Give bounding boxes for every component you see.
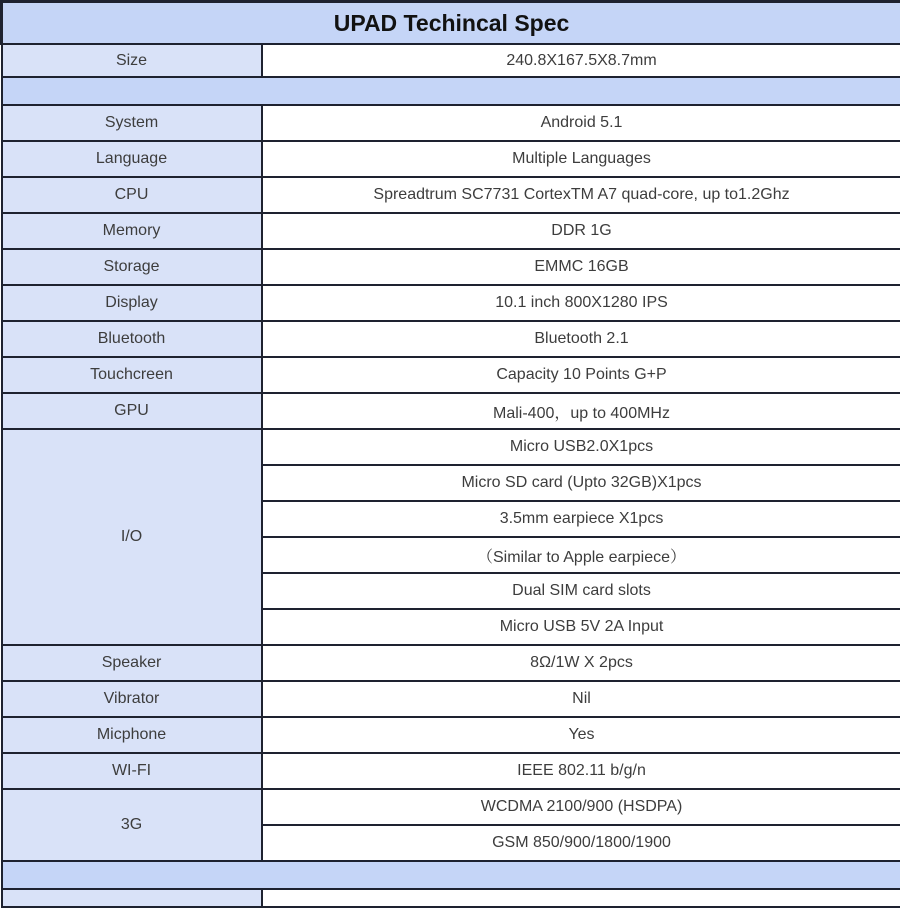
spec-value-cell: Yes xyxy=(262,717,900,753)
spec-label-cell xyxy=(2,889,262,907)
spec-value-cell: Bluetooth 2.1 xyxy=(262,321,900,357)
spec-value-cell: Micro USB 5V 2A Input xyxy=(262,609,900,645)
spec-label-cell: CPU xyxy=(2,177,262,213)
spec-value-cell: Micro SD card (Upto 32GB)X1pcs xyxy=(262,465,900,501)
table-row xyxy=(2,285,900,321)
spec-label-cell: GPU xyxy=(2,393,262,429)
table-row xyxy=(2,753,900,789)
spec-label-cell: Memory xyxy=(2,213,262,249)
spec-label-cell: I/O xyxy=(2,429,262,645)
spec-value-cell: 3.5mm earpiece X1pcs xyxy=(262,501,900,537)
table-title: UPAD Techincal Spec xyxy=(2,2,900,45)
spec-value-cell: Dual SIM card slots xyxy=(262,573,900,609)
spec-label-cell: Display xyxy=(2,285,262,321)
spec-value-cell: Capacity 10 Points G+P xyxy=(262,357,900,393)
separator-cell xyxy=(2,861,900,889)
spec-label-cell: Bluetooth xyxy=(2,321,262,357)
spec-label-cell: Size xyxy=(2,44,262,77)
spec-value-cell: IEEE 802.11 b/g/n xyxy=(262,753,900,789)
spec-value-cell: DDR 1G xyxy=(262,213,900,249)
table-row xyxy=(2,2,900,45)
table-row xyxy=(2,393,900,429)
spec-label-cell: Micphone xyxy=(2,717,262,753)
table-row xyxy=(2,321,900,357)
table-row xyxy=(2,44,900,77)
spec-value-cell: 10.1 inch 800X1280 IPS xyxy=(262,285,900,321)
spec-label-cell: 3G xyxy=(2,789,262,861)
table-row xyxy=(2,105,900,141)
partial-bottom-row xyxy=(2,889,900,907)
spec-value-cell: Micro USB2.0X1pcs xyxy=(262,429,900,465)
spec-value-cell: GSM 850/900/1800/1900 xyxy=(262,825,900,861)
table-row xyxy=(2,177,900,213)
spec-value-cell: Spreadtrum SC7731 CortexTM A7 quad-core, up to1.2Ghz xyxy=(262,177,900,213)
table-row xyxy=(2,141,900,177)
table-row xyxy=(2,213,900,249)
table-row xyxy=(2,717,900,753)
spec-value-cell: Android 5.1 xyxy=(262,105,900,141)
spec-value-cell: （Similar to Apple earpiece） xyxy=(262,537,900,573)
spec-table-body xyxy=(2,2,900,908)
spec-value-cell: Mali-400，up to 400MHz xyxy=(262,393,900,429)
spec-label-cell: Language xyxy=(2,141,262,177)
spec-value-cell: 240.8X167.5X8.7mm xyxy=(262,44,900,77)
spec-value-cell xyxy=(262,889,900,907)
spec-value-cell: 8Ω/1W X 2pcs xyxy=(262,645,900,681)
spec-value-cell: WCDMA 2100/900 (HSDPA) xyxy=(262,789,900,825)
separator-row xyxy=(2,861,900,889)
table-row xyxy=(2,357,900,393)
table-row xyxy=(2,249,900,285)
table-row xyxy=(2,789,900,825)
spec-label-cell: Touchcreen xyxy=(2,357,262,393)
spec-label-cell: Storage xyxy=(2,249,262,285)
separator-row xyxy=(2,77,900,105)
spec-value-cell: Nil xyxy=(262,681,900,717)
spec-label-cell: System xyxy=(2,105,262,141)
separator-cell xyxy=(2,77,900,105)
table-row xyxy=(2,429,900,465)
spec-label-cell: WI-FI xyxy=(2,753,262,789)
table-row xyxy=(2,681,900,717)
spec-value-cell: EMMC 16GB xyxy=(262,249,900,285)
table-row xyxy=(2,645,900,681)
spec-value-cell: Multiple Languages xyxy=(262,141,900,177)
spec-label-cell: Speaker xyxy=(2,645,262,681)
spec-label-cell: Vibrator xyxy=(2,681,262,717)
